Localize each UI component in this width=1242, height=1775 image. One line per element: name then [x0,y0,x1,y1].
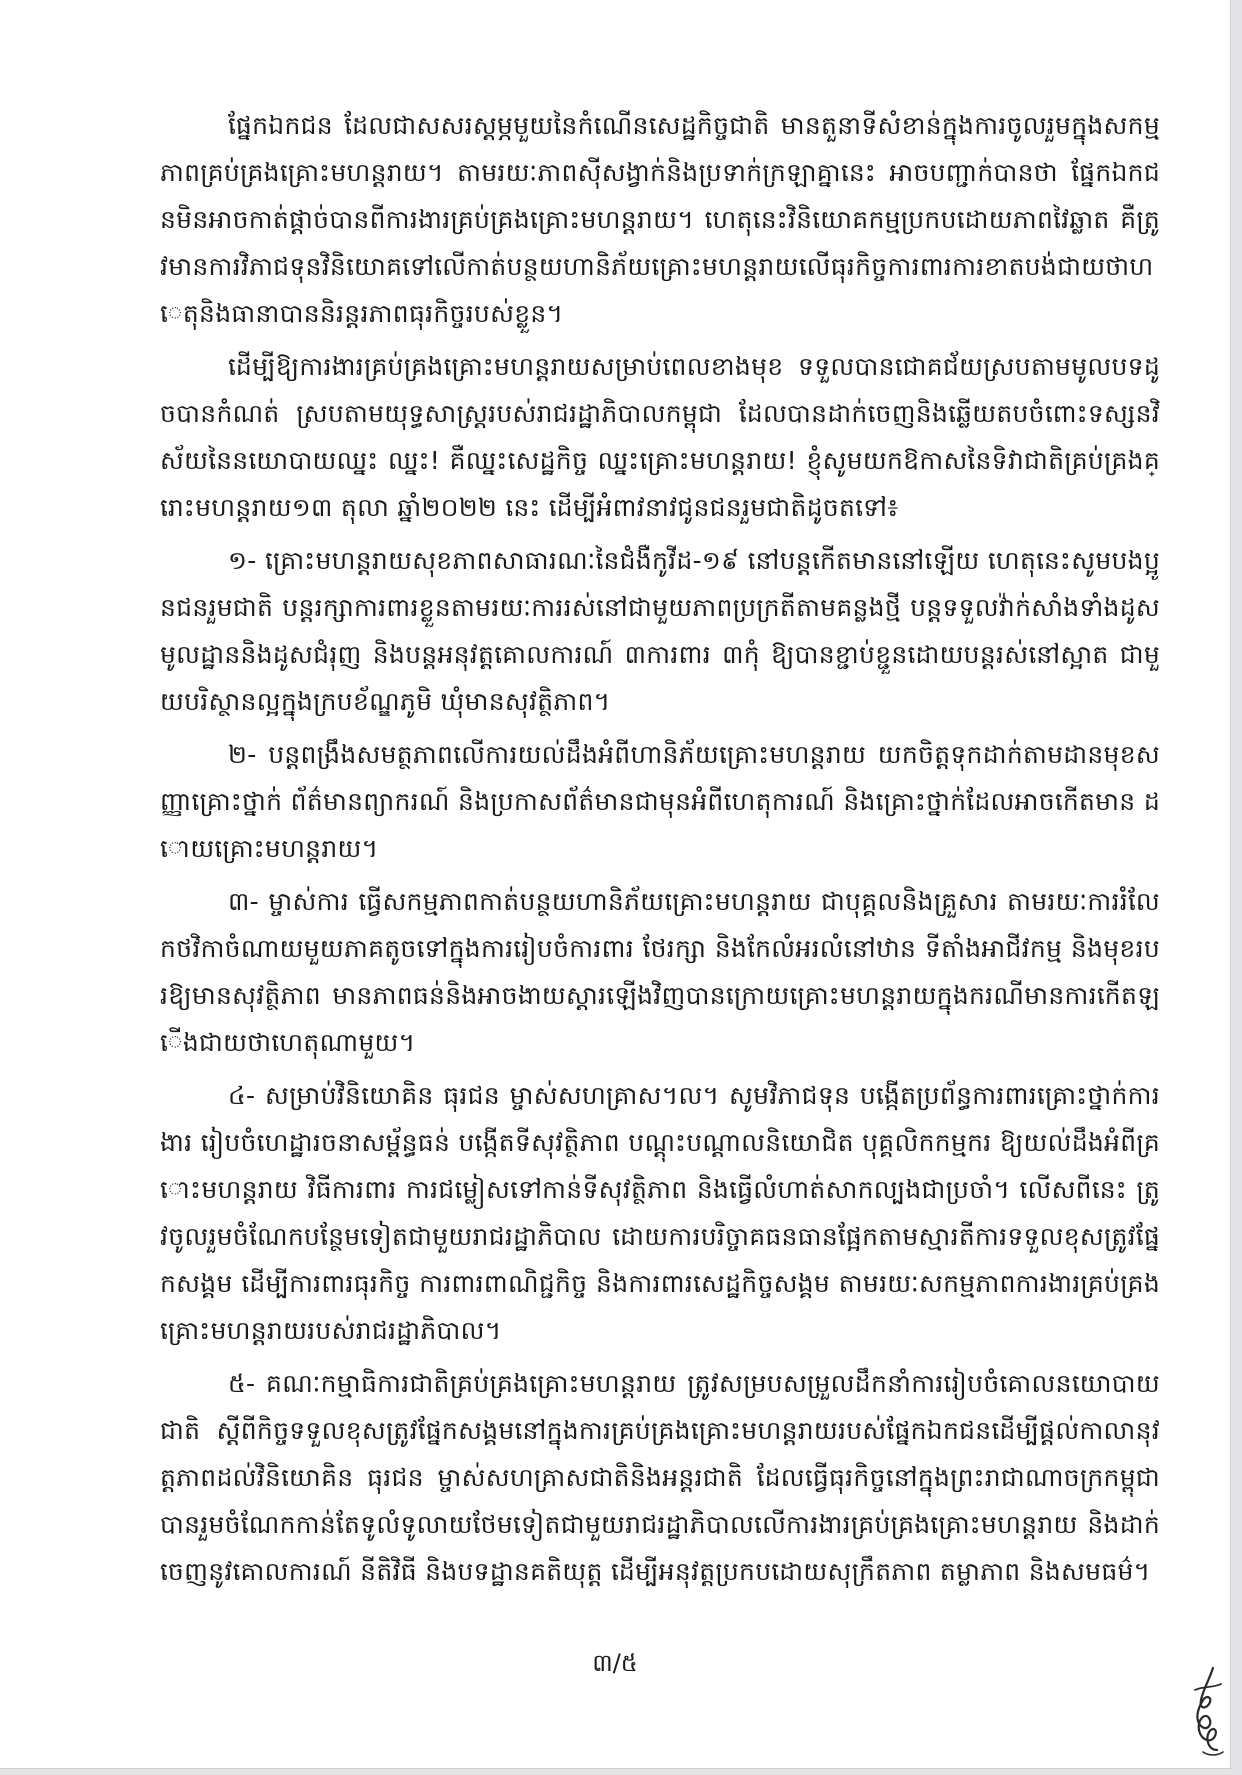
signature-icon [1183,1660,1229,1760]
page-number: ៣/៥ [592,1649,638,1677]
document-body [160,102,1160,1601]
paragraph-point-1: ១- គ្រោះមហន្តរាយសុខភាពសាធារណៈនៃជំងឺកូវីដ-១៩ នៅបន្តកើតមាននៅឡើយ ហេតុនេះសូមបងប្អូនជនរួមជាតិ បន្តរក្សាការពារខ្លួនតាមរយៈការរស់នៅជាមួយភាពប្រក្រតីតាមគន្លងថ្មី បន្តទទួលវ៉ាក់សាំងទាំងដូសមូលដ្ឋាននិងដូសជំរុញ និងបន្តអនុវត្តគោលការណ៍ ៣ការពារ ៣កុំ ឱ្យបានខ្ជាប់ខ្ជួនដោយបន្តរស់នៅស្អាត ជាមួយបរិស្ថានល្អក្នុងក្របខ័ណ្ឌភូមិ ឃុំមានសុវត្ថិភាព។ [160,546,1160,716]
paragraph-point-3: ៣- ម្ចាស់ការ ធ្វើសកម្មភាពកាត់បន្ថយហានិភ័យគ្រោះមហន្តរាយ ជាបុគ្គលនិងគ្រួសារ តាមរយៈការរំលែកថវិកាចំណាយមួយភាគតូចទៅក្នុងការរៀបចំការពារ ថែរក្សា និងកែលំអរលំនៅឋាន ទីតាំងអាជីវកម្ម និងមុខរបរឱ្យមានសុវត្ថិភាព មានភាពធន់និងអាចងាយស្តារឡើងវិញបានក្រោយគ្រោះមហន្តរាយក្នុងករណីមានការកើតឡើងជាយថាហេតុណាមួយ។ [160,887,1160,1057]
paragraph-point-5: ៥- គណៈកម្មាធិការជាតិគ្រប់គ្រងគ្រោះមហន្តរាយ ត្រូវសម្របសម្រួលដឹកនាំការរៀបចំគោលនយោបាយជាតិ ស្តីពីកិច្ចទទួលខុសត្រូវផ្នែកសង្គមនៅក្នុងការគ្រប់គ្រងគ្រោះមហន្តរាយរបស់ផ្នែកឯកជនដើម្បីផ្តល់កាលានុវត្តភាពដល់វិនិយោគិន ធុរជន ម្ចាស់សហគ្រាសជាតិនិងអន្តរជាតិ ដែលធ្វើធុរកិច្ចនៅក្នុងព្រះរាជាណាចក្រកម្ពុជា បានរួមចំណែកកាន់តែទូលំទូលាយថែមទៀតជាមួយរាជរដ្ឋាភិបាលលើការងារគ្រប់គ្រងគ្រោះមហន្តរាយ និងដាក់ចេញនូវគោលការណ៍ នីតិវិធី និងបទដ្ឋានគតិយុត្ត ដើម្បីអនុវត្តប្រកបដោយសុក្រឹតភាព តម្លាភាព និងសមធម៌។ [160,1369,1160,1586]
paragraph-appeal-intro: ដើម្បីឱ្យការងារគ្រប់គ្រងគ្រោះមហន្តរាយសម្រាប់ពេលខាងមុខ ទទួលបានជោគជ័យស្របតាមមូលបទដូចបានកំណត់ ស្របតាមយុទ្ធសាស្ត្ររបស់រាជរដ្ឋាភិបាលកម្ពុជា ដែលបានដាក់ចេញនិងឆ្លើយតបចំពោះទស្សនវិស័យនៃនយោបាយឈ្នះ ឈ្នះ! គឺឈ្នះសេដ្ឋកិច្ច ឈ្នះគ្រោះមហន្តរាយ! ខ្ញុំសូមយកឱកាសនៃទិវាជាតិគ្រប់គ្រងគ្រោះមហន្តរាយ១៣ តុលា ឆ្នាំ២០២២ នេះ ដើម្បីអំពាវនាវជូនជនរួមជាតិដូចតទៅ៖ [160,352,1160,522]
paragraph-point-4: ៤- សម្រាប់វិនិយោគិន ធុរជន ម្ចាស់សហគ្រាស។ល។ សូមវិភាជទុន បង្កើតប្រព័ន្ធការពារគ្រោះថ្នាក់ការងារ រៀបចំហេដ្ឋារចនាសម្ព័ន្ធធន់ បង្កើតទីសុវត្ថិភាព បណ្តុះបណ្តាលនិយោជិត បុគ្គលិកកម្មករ ឱ្យយល់ដឹងអំពីគ្រោះមហន្តរាយ វិធីការពារ ការជម្លៀសទៅកាន់ទីសុវត្ថិភាព និងធ្វើលំហាត់សាកល្បងជាប្រចាំ។ លើសពីនេះ ត្រូវចូលរួមចំណែកបន្ថែមទៀតជាមួយរាជរដ្ឋាភិបាល ដោយការបរិច្ចាគធនធានផ្អែកតាមស្មារតីការទទួលខុសត្រូវផ្នែកសង្គម ដើម្បីការពារធុរកិច្ច ការពារពាណិជ្ជកិច្ច និងការពារសេដ្ឋកិច្ចសង្គម តាមរយៈសកម្មភាពការងារគ្រប់គ្រងគ្រោះមហន្តរាយរបស់រាជរដ្ឋាភិបាល។ [160,1081,1160,1345]
paragraph-point-2: ២- បន្តពង្រឹងសមត្ថភាពលើការយល់ដឹងអំពីហានិភ័យគ្រោះមហន្តរាយ យកចិត្តទុកដាក់តាមដានមុខសញ្ញាគ្រោះថ្នាក់ ព័ត៌មានព្យាករណ៍ និងប្រកាសព័ត៌មានជាមុនអំពីហេតុការណ៍ និងគ្រោះថ្នាក់ដែលអាចកើតមាន ដោយគ្រោះមហន្តរាយ។ [160,740,1160,863]
paragraph-private-sector-role: ផ្នែកឯកជន ដែលជាសសរស្តម្ភមួយនៃកំណើនសេដ្ឋកិច្ចជាតិ មានតួនាទីសំខាន់ក្នុងការចូលរួមក្នុងសកម្មភាពគ្រប់គ្រងគ្រោះមហន្តរាយ។ តាមរយៈភាពស៊ីសង្វាក់និងប្រទាក់ក្រឡាគ្នានេះ អាចបញ្ជាក់បានថា ផ្នែកឯកជនមិនអាចកាត់ផ្តាច់បានពីការងារគ្រប់គ្រងគ្រោះមហន្តរាយ។ ហេតុនេះវិនិយោគកម្មប្រកបដោយភាពវៃឆ្លាត គឺត្រូវមានការវិភាជទុនវិនិយោគទៅលើកាត់បន្ថយហានិភ័យគ្រោះមហន្តរាយលើធុរកិច្ចការពារការខាតបង់ជាយថាហេតុនិងធានាបាននិរន្តរភាពធុរកិច្ចរបស់ខ្លួន។ [160,111,1160,328]
